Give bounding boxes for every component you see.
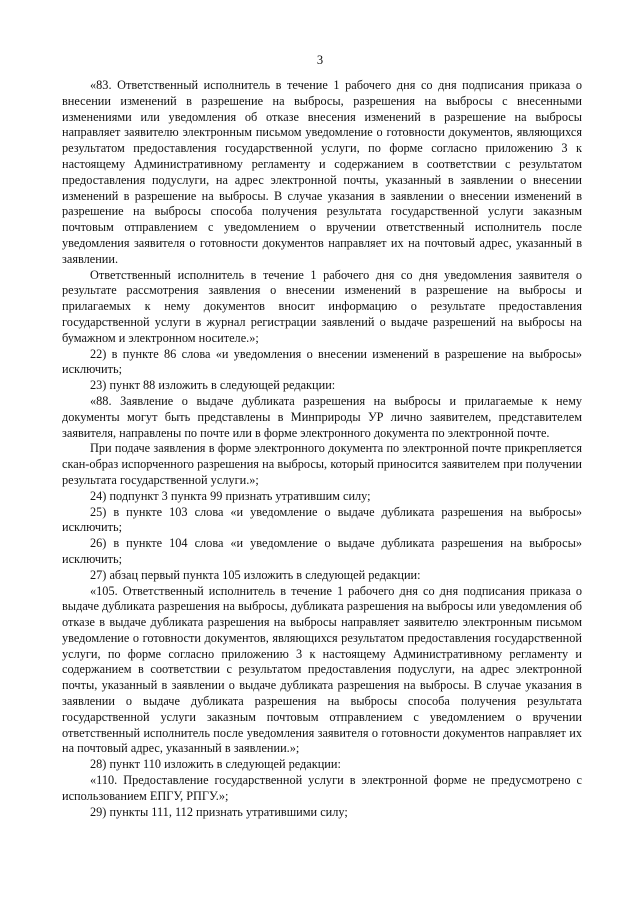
paragraph-10: 27) абзац первый пункта 105 изложить в следующей редакции: bbox=[90, 567, 421, 582]
paragraph-11: «105. Ответственный исполнитель в течение 1 рабочего дня со дня подписания приказа о выдаче дубликата разрешения на выбросы, дубликата разрешения на выбросы или уведомления об отказе в выдаче дубликата разрешения на выбросы направляет заявителю электронным письмом уведомление о готовности документов, являющихся результатом предоставления государственной услуги, по форме согласно приложению 3 к настоящему Административному регламенту и содержанием в соответствии с результатом предоставления подуслуги, на адрес электронной почты, указанный в заявлении о выдаче дубликата разрешения на выбросы. В случае указания в заявлении о выдаче дубликата разрешения на выбросы способа получения результата государственной услуги заказным почтовым отправлением с уведомлением о вручении ответственный исполнитель после уведомления заявителя о готовности документов направляет их на почтовый адрес, указанный в заявлении.»; bbox=[62, 583, 582, 756]
paragraph-1: «83. Ответственный исполнитель в течение 1 рабочего дня со дня подписания приказа о внесении изменений в разрешение на выбросы, разрешения на выбросы с внесенными изменениями или уведомления об отказе внесения изменений в разрешение на выбросы направляет заявителю электронным письмом уведомление о готовности документов, являющихся результатом предоставления государственной услуги, по форме согласно приложению 3 к настоящему Административному регламенту и содержанием в соответствии с результатом предоставления подуслуги, на адрес электронной почты, указанный в заявлении о внесении изменений в разрешение на выбросы. В случае указания в заявлении о внесении изменений в разрешение на выбросы способа получения результата государственной услуги заказным почтовым отправлением с уведомлением о вручении ответственный исполнитель после уведомления заявителя о готовности документов направляет их на почтовый адрес, указанный в заявлении. bbox=[62, 78, 582, 266]
paragraph-13: «110. Предоставление государственной услуги в электронной форме не предусмотрено с использованием ЕПГУ, РПГУ.»; bbox=[62, 773, 582, 803]
paragraph-3: 22) в пункте 86 слова «и уведомления о внесении изменений в разрешение на выбросы» исключить; bbox=[62, 346, 582, 377]
document-body bbox=[62, 78, 582, 820]
paragraph-4: 23) пункт 88 изложить в следующей редакции: bbox=[90, 378, 336, 393]
paragraph-12: 28) пункт 110 изложить в следующей редакции: bbox=[90, 757, 341, 772]
paragraph-5: «88. Заявление о выдаче дубликата разрешения на выбросы и прилагаемые к нему документы могут быть представлены в Минприроды УР лично заявителем, представителем заявителя, направлены по почте или в форме электронного документа по электронной почте. bbox=[62, 393, 582, 440]
paragraph-14: 29) пункты 111, 112 признать утратившими силу; bbox=[90, 804, 348, 819]
paragraph-6: При подаче заявления в форме электронного документа по электронной почте прикрепляется скан-образ испорченного разрешения на выбросы, который приносится заявителем при получении результата государственной услуги.»; bbox=[62, 441, 582, 487]
paragraph-9: 26) в пункте 104 слова «и уведомление о выдаче дубликата разрешения на выбросы» исключить; bbox=[62, 536, 582, 566]
paragraph-8: 25) в пункте 103 слова «и уведомление о выдаче дубликата разрешения на выбросы» исключить; bbox=[62, 504, 582, 535]
paragraph-2: Ответственный исполнитель в течение 1 рабочего дня со дня уведомления заявителя о результате рассмотрения заявления о внесении изменений в разрешение на выбросы и прилагаемых к нему документов вносит информацию о результате предоставления государственной услуги в журнал регистрации заявлений о выдаче разрешений на выбросы на бумажном и электронном носителе.»; bbox=[62, 267, 582, 345]
page-number: 3 bbox=[316, 53, 324, 67]
paragraph-7: 24) подпункт 3 пункта 99 признать утратившим силу; bbox=[90, 488, 371, 503]
